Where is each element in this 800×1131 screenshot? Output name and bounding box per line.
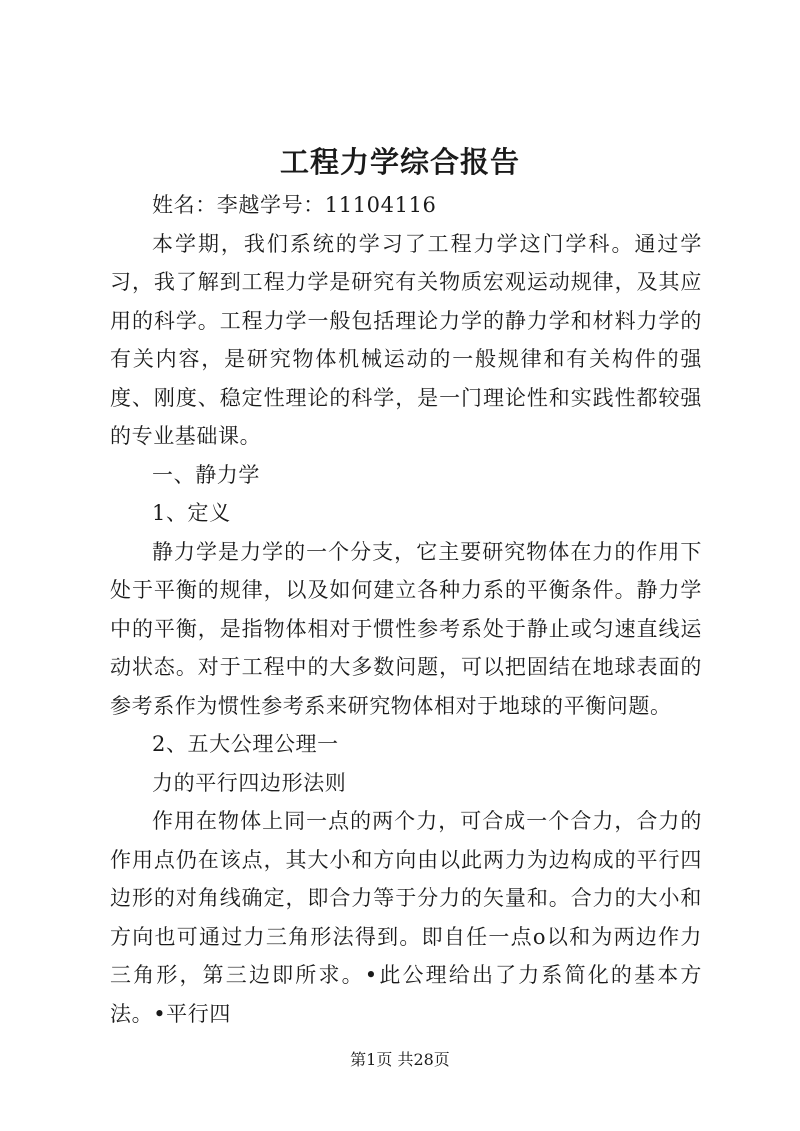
document-body <box>110 186 702 1033</box>
author-line: 姓名：李越学号：11104116 <box>152 193 437 217</box>
definition-paragraph: 静力学是力学的一个分支，它主要研究物体在力的作用下处于平衡的规律，以及如何建立各种力系的平衡条件。静力学中的平衡，是指物体相对于惯性参考系处于静止或匀速直线运动状态。对于工程中的大多数问题，可以把固结在地球表面的参考系作为惯性参考系来研究物体相对于地球的平衡问题。 <box>110 539 702 718</box>
subheading-axioms: 2、五大公理公理一 <box>152 732 339 756</box>
page-footer: 第1页 共28页 <box>350 1050 450 1069</box>
subheading-definition: 1、定义 <box>152 501 231 525</box>
axiom-title: 力的平行四边形法则 <box>152 770 347 795</box>
page-title: 工程力学综合报告 <box>279 145 520 179</box>
section-heading-statics: 一、静力学 <box>152 462 260 487</box>
intro-paragraph: 本学期，我们系统的学习了工程力学这门学科。通过学习，我了解到工程力学是研究有关物质宏观运动规律，及其应用的科学。工程力学一般包括理论力学的静力学和材料力学的有关内容，是研究物体机械运动的一般规律和有关构件的强度、刚度、稳定性理论的科学，是一门理论性和实践性都较强的专业基础课。 <box>110 231 702 448</box>
axiom-paragraph: 作用在物体上同一点的两个力，可合成一个合力，合力的作用点仍在该点，其大小和方向由以此两力为边构成的平行四边形的对角线确定，即合力等于分力的矢量和。合力的大小和方向也可通过力三角形法得到。即自任一点o以和为两边作力三角形，第三边即所求。•此公理给出了力系简化的基本方法。•平行四 <box>110 809 702 1026</box>
